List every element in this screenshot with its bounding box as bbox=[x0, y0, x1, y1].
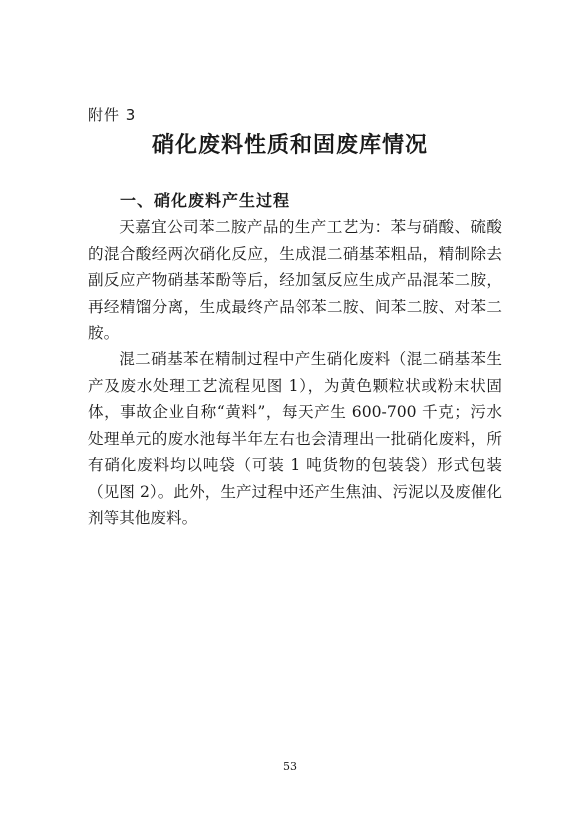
section-heading: 一、硝化废料产生过程 bbox=[120, 191, 291, 210]
body-paragraph-1: 天嘉宜公司苯二胺产品的生产工艺为：苯与硝酸、硫酸的混合酸经两次硝化反应，生成混二硝基苯粗品，精制除去副反应产物硝基苯酚等后，经加氢反应生成产品混苯二胺，再经精馏分离，生成最终产品邻苯二胺、间苯二胺、对苯二胺。 bbox=[88, 218, 502, 342]
page-number: 53 bbox=[283, 760, 297, 773]
attachment-label: 附件 3 bbox=[88, 106, 137, 124]
document-title: 硝化废料性质和固废库情况 bbox=[151, 133, 428, 158]
body-paragraph-2: 混二硝基苯在精制过程中产生硝化废料（混二硝基苯生产及废水处理工艺流程见图 1），为黄色颗粒状或粉末状固体，事故企业自称“黄料”，每天产生 600-700 千克；污水处理单元的废水池每半年左右也会清理出一批硝化废料，所有硝化废料均以吨袋（可装 1 吨货物的包装袋）形式包装（见图 2）。此外，生产过程中还产生焦油、污泥以及废催化剂等其他废料。 bbox=[88, 350, 502, 527]
